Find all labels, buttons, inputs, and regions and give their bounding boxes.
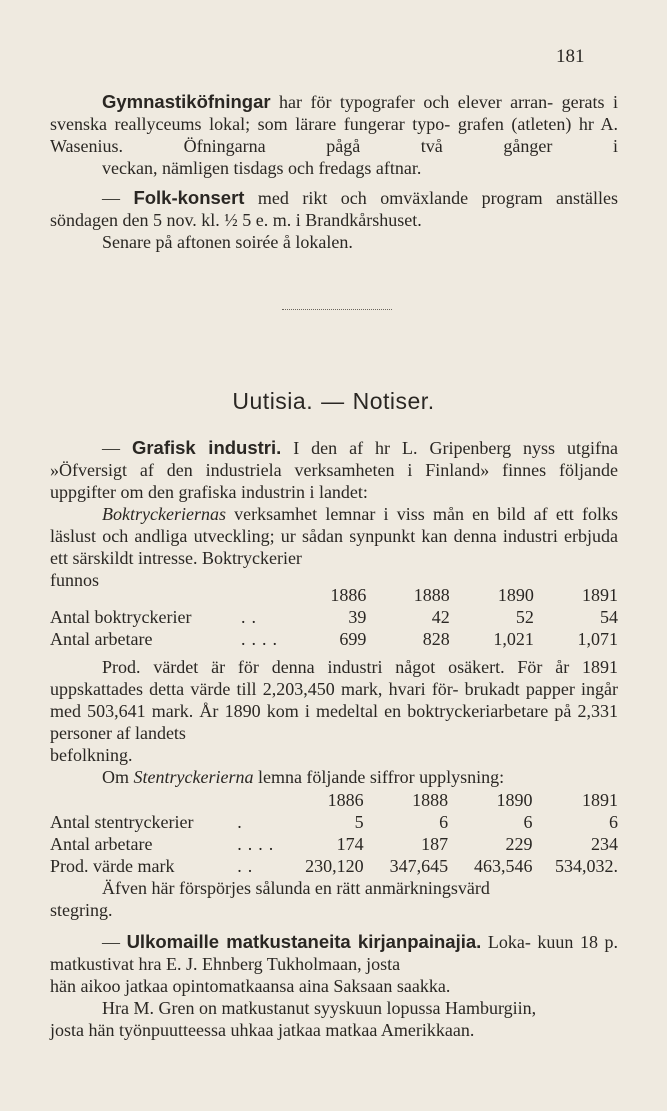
table-boktryckerier [50, 584, 618, 650]
table-cell: 52 [515, 607, 534, 627]
section-divider [282, 309, 392, 310]
p5-line-1: Prod. värdet är för denna industri något osäkert. För år [102, 657, 570, 677]
p9-line-1: Hra M. Gren on matkustanut syyskuun lopussa Hamburgiin, [102, 998, 537, 1018]
table-cell: 42 [431, 607, 450, 627]
table-year: 1890 [496, 790, 533, 810]
p4-line-4: funnos [50, 570, 99, 590]
stentryckerierna-term: Stentryckerierna [133, 767, 254, 787]
p6-post: lemna följande siffror upplysning: [257, 767, 505, 787]
table-header-row [50, 584, 618, 606]
p3-line-2: utgifna »Öfversigt af den industriela verksamheten i Finland» [50, 438, 619, 480]
row-label: Antal arbetare [50, 834, 153, 854]
paragraph-folk-konsert [50, 187, 618, 253]
p8-line-2: kuun 18 p. matkustivat hra E. J. Ehnberg Tukholmaan, josta [50, 932, 619, 974]
p2-dash: — [102, 188, 120, 208]
p5-line-2: 1891 uppskattades detta värde till 2,203,450 mark, hvari för- [50, 657, 618, 699]
table-cell: 174 [336, 834, 364, 854]
table-cell: 39 [348, 607, 367, 627]
row-label: Prod. värde mark [50, 856, 175, 876]
grafisk-industri-title: Grafisk industri. [131, 437, 282, 458]
p8-line-3: hän aikoo jatkaa opintomatkaansa aina Saksaan saakka. [50, 976, 451, 996]
paragraph-prod-varde [50, 656, 618, 788]
table-year: 1890 [497, 585, 534, 605]
p2-line-3: Senare på aftonen soirée å lokalen. [102, 232, 353, 252]
table-cell: 187 [421, 834, 449, 854]
paragraph-grafisk-industri [50, 437, 618, 591]
p8-line-1: Loka- [487, 932, 531, 952]
p1-line-4: veckan, nämligen tisdags och fredags aftnar. [102, 158, 422, 178]
table-cell: 347,645 [389, 856, 449, 876]
table-cell: 534,032. [555, 856, 618, 876]
table-cell: 699 [339, 629, 367, 649]
table-cell: 463,546 [474, 856, 533, 876]
table-year: 1886 [330, 585, 367, 605]
table-cell: 828 [422, 629, 450, 649]
paragraph-ulkomaille [50, 931, 618, 1041]
table-cell: 229 [505, 834, 533, 854]
row-leader: . [237, 812, 248, 832]
page-number: 181 [556, 46, 585, 67]
table-cell: 1,021 [493, 629, 534, 649]
paragraph-stegring [50, 877, 618, 921]
p3-line-1: I den af hr L. Gripenberg nyss [293, 438, 556, 458]
table-row [50, 833, 618, 855]
heading-dash: — [321, 388, 345, 414]
row-label: Antal boktryckerier [50, 607, 192, 627]
ulkomaille-title: Ulkomaille matkustaneita kirjanpainajia. [126, 931, 482, 952]
p1-line-2: gerats i svenska reallyceums lokal; som lärare fungerar typo- [50, 92, 619, 134]
row-leader: .. [237, 856, 259, 876]
table-cell: 6 [523, 812, 533, 832]
p7-line-1: Äfven här förspörjes sålunda en rätt anmärkningsvärd [102, 878, 490, 898]
table-cell: 6 [609, 812, 618, 832]
table-header-row [50, 789, 618, 811]
section-heading [0, 388, 667, 415]
row-leader: .. [241, 607, 262, 627]
table-year: 1891 [582, 585, 618, 605]
boktryckeriernas-term: Boktryckeriernas [102, 504, 226, 524]
row-label: Antal stentryckerier [50, 812, 194, 832]
table-cell: 1,071 [577, 629, 618, 649]
table-cell: 6 [439, 812, 449, 832]
table-year: 1886 [327, 790, 364, 810]
p1-line-3: grafen (atleten) hr A. Wasenius. Öfningarna pågå två gånger i [50, 114, 618, 156]
p9-line-2: josta hän työnpuutteessa uhkaa jatkaa matkaa Amerikkaan. [50, 1020, 475, 1040]
table-row [50, 606, 618, 628]
heading-notiser: Notiser. [352, 388, 435, 414]
paragraph-gymnastik [50, 91, 618, 179]
row-label: Antal arbetare [50, 629, 153, 649]
p8-dash: — [102, 932, 120, 952]
p4-line-1: verksamhet lemnar i viss mån en bild af [234, 504, 548, 524]
p2-line-1: med rikt och omväxlande program [257, 188, 543, 208]
p4-line-2: ett folks läslust och andliga utveckling; ur sådan synpunkt kan [50, 504, 619, 546]
p3-dash: — [102, 438, 120, 458]
folk-konsert-title: Folk-konsert [133, 187, 245, 208]
p5-line-4: medeltal en boktryckeriarbetare på 2,331 personer af landets [50, 701, 618, 743]
p3-line-3: finnes följande uppgifter om den grafiska industrin i landet: [50, 460, 618, 502]
p6-pre: Om [102, 767, 129, 787]
row-leader: .... [241, 629, 283, 649]
gymnastik-title: Gymnastiköfningar [102, 91, 271, 112]
table-row [50, 628, 618, 650]
table-cell: 230,120 [305, 856, 364, 876]
table-cell: 234 [591, 834, 618, 854]
heading-uutisia: Uutisia. [232, 388, 314, 414]
table-year: 1888 [413, 585, 450, 605]
row-leader: .... [237, 834, 280, 854]
p4-line-3: denna industri erbjuda ett särskildt intresse. Boktryckerier [50, 526, 618, 568]
table-cell: 54 [600, 607, 618, 627]
table-year: 1891 [582, 790, 618, 810]
p1-line-1: har för typografer och elever arran- [279, 92, 554, 112]
table-row [50, 855, 618, 877]
p5-line-5: befolkning. [50, 745, 133, 765]
p7-line-2: stegring. [50, 900, 113, 920]
table-cell: 5 [354, 812, 364, 832]
table-stentryckerier [50, 789, 618, 877]
table-row [50, 811, 618, 833]
p2-line-2: anställes söndagen den 5 nov. kl. ½ 5 e. m. i Brandkårshuset. [50, 188, 618, 230]
table-year: 1888 [412, 790, 449, 810]
p5-line-3: brukadt papper ingår med 503,641 mark. År 1890 kom i [50, 679, 619, 721]
